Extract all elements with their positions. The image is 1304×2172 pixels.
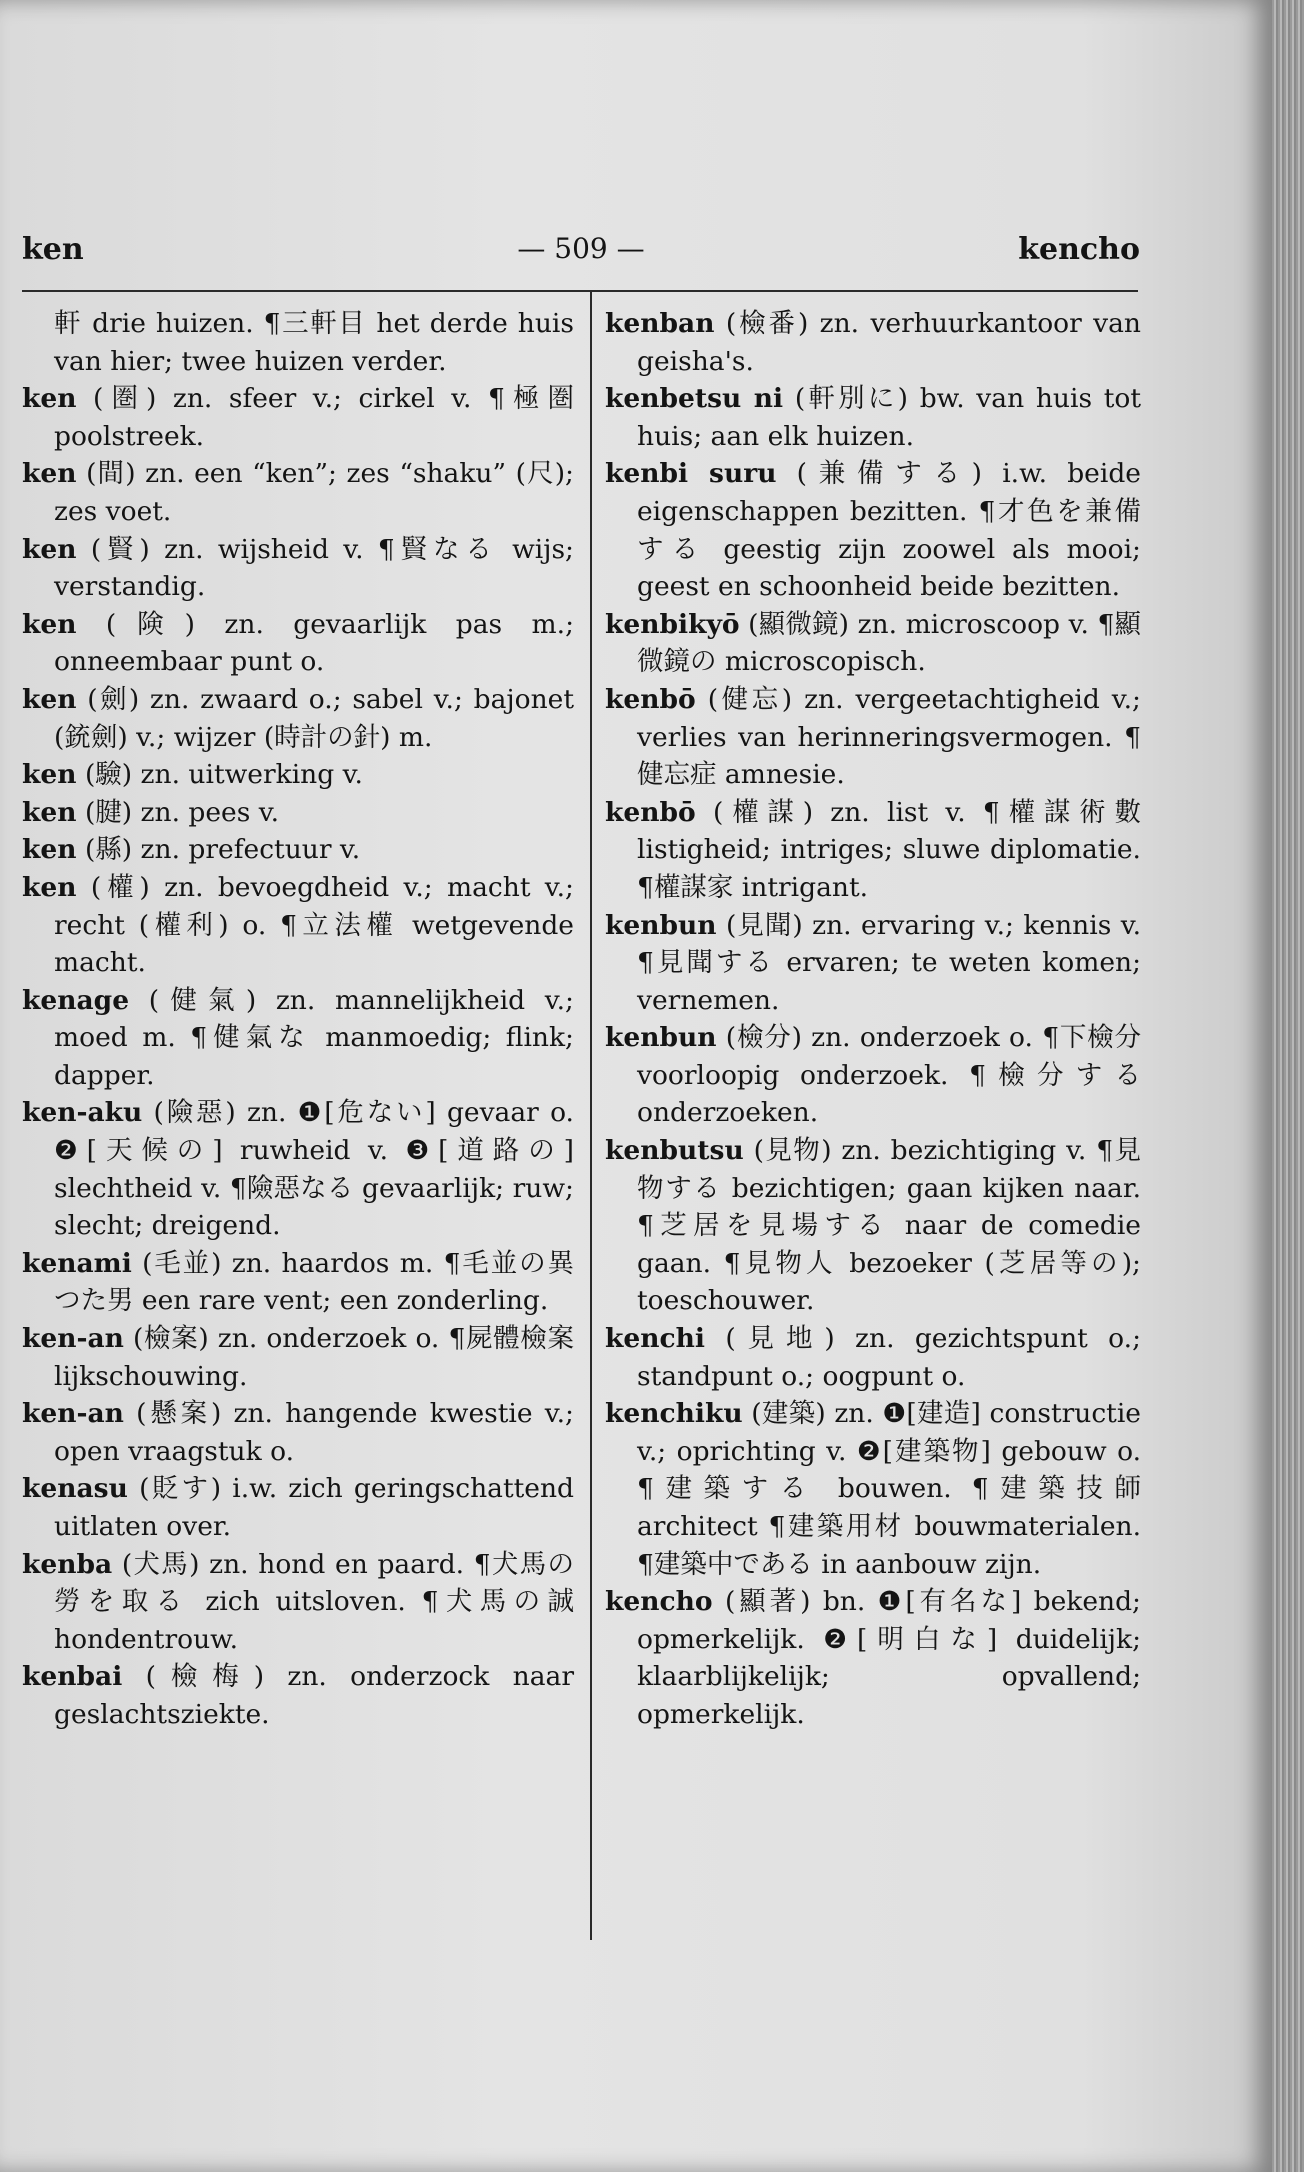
entry-headword: kenbutsu <box>605 1135 744 1167</box>
dictionary-entry <box>22 1658 574 1733</box>
entry-headword: kenami <box>22 1247 132 1279</box>
dictionary-entry <box>605 606 1141 681</box>
dictionary-entry <box>22 305 574 380</box>
dictionary-entry <box>22 1094 574 1244</box>
dictionary-entry <box>22 756 574 794</box>
dictionary-entry <box>605 455 1141 605</box>
entry-definition: (顯著) bn. ❶[有名な] bekend; opmerkelijk. ❷[明白な] duidelijk; klaarblijkelijk; opvallend; opmerkelijk. <box>637 1586 1141 1730</box>
header-rule <box>22 290 1138 292</box>
entry-definition: (間) zn. een “ken”; zes “shaku” (尺); zes voet. <box>54 458 574 527</box>
entry-headword: ken <box>22 796 77 828</box>
left-column <box>22 305 574 1734</box>
entry-headword: kenbun <box>605 909 717 941</box>
entry-definition: (見地) zn. gezichtspunt o.; standpunt o.; oogpunt o. <box>637 1323 1141 1392</box>
entry-definition: (賢) zn. wijsheid v. ¶賢なる wijs; verstandig. <box>54 533 574 603</box>
dictionary-entry <box>22 1245 574 1320</box>
dictionary-entry <box>22 380 574 455</box>
entry-definition: (軒別に) bw. van huis tot huis; aan elk huizen. <box>637 383 1141 452</box>
dictionary-entry <box>22 606 574 681</box>
entry-definition: (檢案) zn. onderzoek o. ¶屍體檢案 lijkschouwing. <box>54 1323 574 1392</box>
entry-headword: ken-an <box>22 1323 124 1355</box>
dictionary-entry <box>605 907 1141 1020</box>
entry-headword: ken <box>22 383 77 415</box>
entry-headword: kenbai <box>22 1661 123 1693</box>
entry-headword: ken <box>22 759 77 791</box>
entry-definition: (檢番) zn. verhuurkantoor van geisha's. <box>637 308 1141 377</box>
entry-headword: ken <box>22 871 77 903</box>
entry-definition: (驗) zn. uitwerking v. <box>84 759 363 791</box>
dictionary-entry <box>22 1546 574 1659</box>
entry-headword: kenasu <box>22 1473 128 1505</box>
entry-definition: (檢分) zn. onderzoek o. ¶下檢分 voorloopig onderzoek. ¶檢分する onderzoeken. <box>637 1022 1141 1129</box>
entry-headword: ken <box>22 458 77 490</box>
entry-definition: (貶す) i.w. zich geringschattend uitlaten over. <box>54 1473 574 1542</box>
entry-definition: (圏) zn. sfeer v.; cirkel v. ¶極圏 poolstreek. <box>54 383 574 452</box>
entry-definition: (腱) zn. pees v. <box>84 796 280 828</box>
left-guide-word: ken <box>22 232 84 267</box>
dictionary-entry <box>22 982 574 1095</box>
dictionary-entry <box>22 1470 574 1545</box>
entry-headword: ken <box>22 683 77 715</box>
dictionary-entry <box>22 869 574 982</box>
dictionary-entry <box>605 305 1141 380</box>
entry-headword: kenbō <box>605 683 696 715</box>
entry-headword: ken <box>22 533 77 565</box>
dictionary-entry <box>22 1395 574 1470</box>
entry-headword: ken <box>22 834 77 866</box>
dictionary-entry <box>605 1132 1141 1320</box>
entry-headword: ken-an <box>22 1398 124 1430</box>
entry-headword: kenbi suru <box>605 458 777 490</box>
entry-definition: (懸案) zn. hangende kwestie v.; open vraagstuk o. <box>54 1398 574 1467</box>
entry-definition: (見物) zn. bezichtiging v. ¶見物する bezichtigen; gaan kijken naar. ¶芝居を見場する naar de comedie gaan. ¶見物人 bezoeker (芝居等の); toeschouwer. <box>637 1135 1141 1317</box>
entry-definition: (健氣) zn. mannelijkheid v.; moed m. ¶健氣な manmoedig; flink; dapper. <box>54 984 574 1091</box>
dictionary-entry <box>22 794 574 832</box>
entry-headword: kenba <box>22 1548 113 1580</box>
entry-headword: kenbetsu ni <box>605 383 784 415</box>
dictionary-entry <box>605 681 1141 794</box>
entry-headword: kenban <box>605 308 715 339</box>
entry-headword: kenbikyō <box>605 608 740 640</box>
entry-definition: (縣) zn. prefectuur v. <box>84 834 361 866</box>
dictionary-entry <box>22 681 574 756</box>
entry-definition: (犬馬) zn. hond en paard. ¶犬馬の勞を取る zich uitsloven. ¶犬馬の誠 hondentrouw. <box>54 1548 574 1655</box>
dictionary-entry <box>605 1583 1141 1733</box>
entry-definition: (顯微鏡) zn. microscoop v. ¶顯微鏡の microscopisch. <box>637 608 1141 678</box>
entry-definition: (險惡) zn. ❶[危ない] gevaar o. ❷[天候の] ruwheid v. ❸[道路の] slechtheid v. ¶險惡なる gevaarlijk; ruw; slecht; dreigend. <box>54 1097 574 1242</box>
entry-headword: kenchiku <box>605 1398 743 1430</box>
entry-headword: kenage <box>22 984 130 1016</box>
entry-definition: (見聞) zn. ervaring v.; kennis v. ¶見聞する ervaren; te weten komen; vernemen. <box>637 909 1141 1016</box>
dictionary-entry <box>605 794 1141 907</box>
dictionary-entry <box>605 1395 1141 1583</box>
entry-definition: 軒 drie huizen. ¶三軒目 het derde huis van hier; twee huizen verder. <box>54 308 574 377</box>
entry-headword: kenchi <box>605 1323 705 1355</box>
page-edge <box>1272 0 1304 2172</box>
entry-headword: ken-aku <box>22 1097 143 1129</box>
right-column <box>605 305 1141 1734</box>
dictionary-entry <box>22 1320 574 1395</box>
dictionary-entry <box>22 831 574 869</box>
page-header <box>22 232 1140 272</box>
entry-definition: (檢梅) zn. onderzock naar geslachtsziekte. <box>54 1661 574 1730</box>
dictionary-entry <box>605 1320 1141 1395</box>
entry-headword: ken <box>22 608 77 640</box>
entry-headword: kenbō <box>605 796 696 828</box>
right-guide-word: kencho <box>1018 232 1140 267</box>
entry-definition: (劍) zn. zwaard o.; sabel v.; bajonet (銃劍) v.; wijzer (時計の針) m. <box>54 683 574 753</box>
entry-definition: (毛並) zn. haardos m. ¶毛並の異つた男 een rare vent; een zonderling. <box>54 1247 574 1317</box>
entry-headword: kenbun <box>605 1022 717 1054</box>
entry-definition: (建築) zn. ❶[建造] constructie v.; oprichting v. ❷[建築物] gebouw o. ¶建築する bouwen. ¶建築技師 architect ¶建築用材 bouwmaterialen. ¶建築中である in aanbouw zijn. <box>637 1398 1141 1580</box>
column-divider <box>590 292 592 1940</box>
entry-definition: (険) zn. gevaarlijk pas m.; onneembaar punt o. <box>54 608 574 678</box>
dictionary-entry <box>605 380 1141 455</box>
page-number: — 509 — <box>517 232 645 265</box>
entry-definition: (健忘) zn. vergeetachtigheid v.; verlies van herinneringsvermogen. ¶健忘症 amnesie. <box>637 683 1141 791</box>
dictionary-entry <box>605 1019 1141 1132</box>
entry-definition: (兼備する) i.w. beide eigenschappen bezitten. ¶才色を兼備する geestig zijn zoowel als mooi; geest en schoonheid beide bezitten. <box>637 458 1141 603</box>
dictionary-entry <box>22 531 574 606</box>
entry-headword: kencho <box>605 1586 713 1618</box>
entry-definition: (權謀) zn. list v. ¶權謀術數 listigheid; intriges; sluwe diplomatie. ¶權謀家 intrigant. <box>637 796 1141 903</box>
entry-definition: (權) zn. bevoegdheid v.; macht v.; recht (權利) o. ¶立法權 wetgevende macht. <box>54 871 574 979</box>
dictionary-entry <box>22 455 574 530</box>
